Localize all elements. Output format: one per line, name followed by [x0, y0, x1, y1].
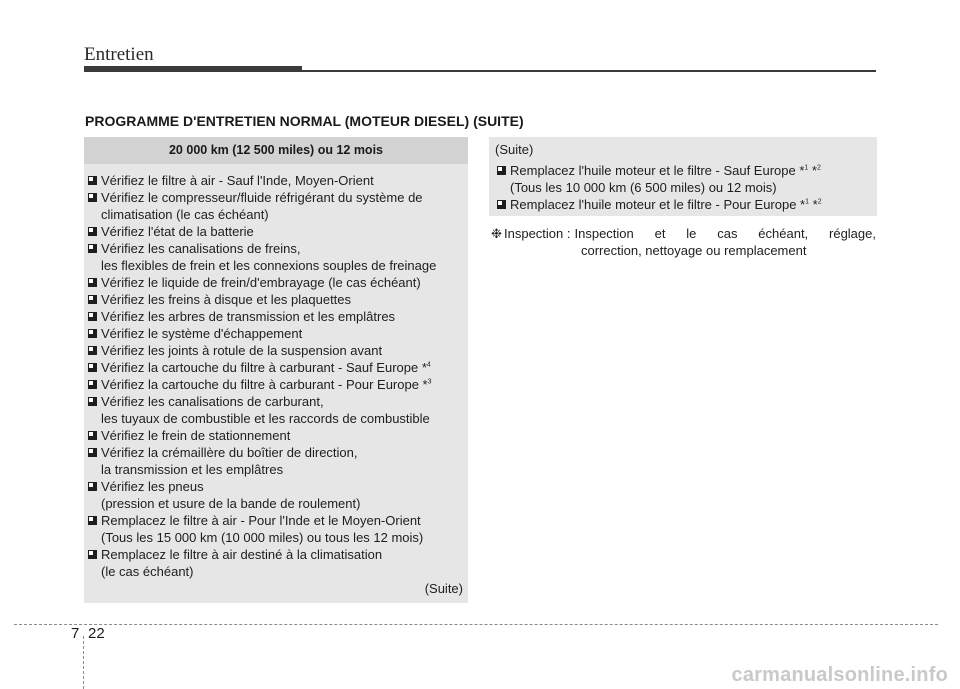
- item-text: Vérifiez la crémaillère du boîtier de direction,: [101, 445, 358, 460]
- item-text: Vérifiez la cartouche du filtre à carburant - Pour Europe *: [101, 377, 428, 392]
- checkbox-icon: [88, 312, 97, 321]
- item-text: Vérifiez la cartouche du filtre à carburant - Sauf Europe *: [101, 360, 427, 375]
- legend-line-2: correction, nettoyage ou remplacement: [581, 243, 807, 258]
- item-continuation: les tuyaux de combustible et les raccords de combustible: [101, 411, 430, 426]
- asterisk-icon: ❉: [491, 226, 502, 241]
- list-item: [84, 512, 468, 546]
- maintenance-box-continued: [489, 137, 877, 216]
- list-item: [84, 546, 468, 580]
- footnote-marker: 1: [805, 198, 810, 206]
- item-text: Vérifiez le compresseur/fluide réfrigérant du système de: [101, 190, 423, 205]
- item-text: Vérifiez les pneus: [101, 479, 204, 494]
- item-text: Vérifiez le frein de stationnement: [101, 428, 291, 443]
- item-continuation: (le cas échéant): [101, 564, 194, 579]
- list-item: [84, 223, 468, 240]
- footer-divider: [14, 624, 938, 625]
- footnote-marker: 4: [426, 361, 431, 369]
- list-item: [84, 240, 468, 274]
- item-text: Vérifiez les arbres de transmission et les emplâtres: [101, 309, 396, 324]
- list-item: [84, 325, 468, 342]
- item-text: Vérifiez les canalisations de carburant,: [101, 394, 324, 409]
- continued-header: (Suite): [495, 142, 534, 157]
- legend-note: [491, 225, 876, 259]
- checkbox-icon: [88, 516, 97, 525]
- checkbox-icon: [88, 363, 97, 372]
- footnote-marker: 2: [816, 164, 821, 172]
- checkbox-icon: [497, 166, 506, 175]
- header-rule-thick: [84, 66, 302, 72]
- checkbox-icon: [88, 244, 97, 253]
- checkbox-icon: [88, 397, 97, 406]
- page-heading: PROGRAMME D'ENTRETIEN NORMAL (MOTEUR DIESEL) (SUITE): [85, 113, 524, 129]
- item-continuation: (Tous les 10 000 km (6 500 miles) ou 12 mois): [510, 180, 777, 195]
- interval-heading: 20 000 km (12 500 miles) ou 12 mois: [84, 137, 468, 164]
- checklist-right: [489, 162, 877, 213]
- list-item: [84, 359, 468, 376]
- checkbox-icon: [88, 380, 97, 389]
- list-item: [84, 444, 468, 478]
- list-item: [84, 172, 468, 189]
- checkbox-icon: [88, 482, 97, 491]
- list-item: [489, 162, 877, 196]
- list-item: [84, 342, 468, 359]
- item-text: Vérifiez les freins à disque et les plaquettes: [101, 292, 352, 307]
- legend-label: Inspection :: [504, 226, 571, 241]
- continued-label: (Suite): [424, 581, 463, 596]
- list-item: [489, 196, 877, 213]
- chapter-number: 7: [71, 625, 80, 642]
- list-item: [84, 308, 468, 325]
- item-continuation: la transmission et les emplâtres: [101, 462, 284, 477]
- item-text: Vérifiez les canalisations de freins,: [101, 241, 301, 256]
- footnote-marker: 1: [804, 164, 809, 172]
- item-text: Remplacez le filtre à air - Pour l'Inde et le Moyen-Orient: [101, 513, 421, 528]
- item-text: Vérifiez le filtre à air - Sauf l'Inde, Moyen-Orient: [101, 173, 374, 188]
- footnote-marker: 2: [817, 198, 822, 206]
- footer-vertical-divider: [83, 636, 84, 689]
- section-title-text: Entretien: [84, 44, 154, 65]
- checkbox-icon: [88, 431, 97, 440]
- item-text: Remplacez le filtre à air destiné à la climatisation: [101, 547, 383, 562]
- list-item: [84, 478, 468, 512]
- checkbox-icon: [88, 329, 97, 338]
- checkbox-icon: [88, 227, 97, 236]
- item-text: Vérifiez l'état de la batterie: [101, 224, 254, 239]
- checkbox-icon: [88, 193, 97, 202]
- checkbox-icon: [88, 295, 97, 304]
- list-item: [84, 427, 468, 444]
- item-continuation: climatisation (le cas échéant): [101, 207, 269, 222]
- item-text: Remplacez l'huile moteur et le filtre - Sauf Europe *: [510, 163, 805, 178]
- item-text: Vérifiez les joints à rotule de la suspension avant: [101, 343, 383, 358]
- list-item: [84, 274, 468, 291]
- item-continuation: les flexibles de frein et les connexions souples de freinage: [101, 258, 437, 273]
- item-text: Remplacez l'huile moteur et le filtre - Pour Europe *: [510, 197, 806, 212]
- maintenance-box-20000km: [84, 137, 468, 603]
- checkbox-icon: [88, 448, 97, 457]
- item-continuation: (pression et usure de la bande de roulement): [101, 496, 361, 511]
- item-asterisk: *: [808, 163, 817, 178]
- checkbox-icon: [497, 200, 506, 209]
- checkbox-icon: [88, 176, 97, 185]
- page-number: 22: [88, 625, 105, 642]
- checkbox-icon: [88, 346, 97, 355]
- checkbox-icon: [88, 278, 97, 287]
- list-item: [84, 189, 468, 223]
- footnote-marker: 3: [427, 378, 432, 386]
- list-item: [84, 376, 468, 393]
- checklist-left: [84, 164, 468, 580]
- item-text: Vérifiez le liquide de frein/d'embrayage (le cas échéant): [101, 275, 421, 290]
- header-rule-thin: [302, 70, 876, 72]
- watermark: carmanualsonline.info: [731, 664, 948, 686]
- legend-line-1: Inspection et le cas échéant, réglage,: [574, 226, 876, 241]
- list-item: [84, 393, 468, 427]
- item-continuation: (Tous les 15 000 km (10 000 miles) ou tous les 12 mois): [101, 530, 424, 545]
- list-item: [84, 291, 468, 308]
- checkbox-icon: [88, 550, 97, 559]
- item-text: Vérifiez le système d'échappement: [101, 326, 303, 341]
- item-asterisk: *: [809, 197, 818, 212]
